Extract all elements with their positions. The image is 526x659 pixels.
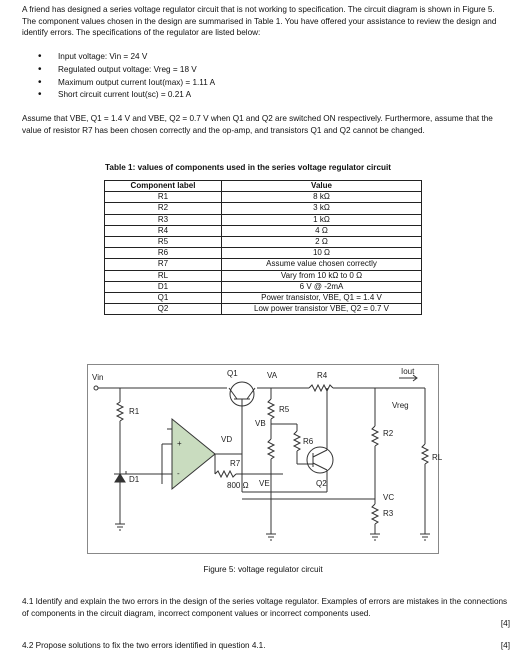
component-label: D1 — [105, 281, 222, 292]
component-label: RL — [105, 270, 222, 281]
table-row — [105, 237, 422, 248]
spec-item: • Input voltage: Vin = 24 V — [38, 51, 215, 64]
component-label: Q2 — [105, 304, 222, 315]
label-r7-value: 800 Ω — [227, 481, 249, 490]
table-row — [105, 281, 422, 292]
component-label: Q1 — [105, 293, 222, 304]
component-value: Vary from 10 kΩ to 0 Ω — [222, 270, 422, 281]
table-row — [105, 270, 422, 281]
component-value: 6 V @ -2mA — [222, 281, 422, 292]
column-header: Component label — [105, 181, 222, 192]
table-title: Table 1: values of components used in the series voltage regulator circuit — [105, 163, 392, 172]
label-iout: Iout — [401, 367, 415, 376]
spec-list — [38, 51, 215, 102]
component-label: R3 — [105, 214, 222, 225]
table-header-row — [105, 181, 422, 192]
table-row — [105, 304, 422, 315]
component-label: R6 — [105, 248, 222, 259]
spec-item: • Short circuit current Iout(sc) = 0.21 A — [38, 89, 215, 102]
table-row — [105, 259, 422, 270]
question-4-2-mark: [4] — [500, 641, 510, 650]
intro-paragraph: A friend has designed a series voltage regulator circuit that is not working to specification. The circuit diagram is shown in Figure 5. The component values chosen in the design are summarised in Table 1. You have offered your assistance to review the design and identify errors. The specifications of the regulator are listed below: — [22, 5, 497, 38]
label-va: VA — [267, 371, 278, 380]
component-value: 4 Ω — [222, 225, 422, 236]
component-value: 3 kΩ — [222, 203, 422, 214]
input-terminal — [94, 386, 98, 390]
component-value: 10 Ω — [222, 248, 422, 259]
label-vin: Vin — [92, 373, 104, 382]
spec-item: • Regulated output voltage: Vreg = 18 V — [38, 64, 215, 77]
label-ve: VE — [259, 479, 270, 488]
component-value: Assume value chosen correctly — [222, 259, 422, 270]
label-r5: R5 — [279, 405, 290, 414]
table-row — [105, 248, 422, 259]
component-label: R5 — [105, 237, 222, 248]
label-vreg: Vreg — [392, 401, 409, 410]
component-label: R2 — [105, 203, 222, 214]
assumption-paragraph: Assume that VBE, Q1 = 1.4 V and VBE, Q2 = 0.7 V when Q1 and Q2 are switched ON respectively. Furthermore, assume that the value of resistor R7 has been chosen correctly and the op-amp, and transistors Q1 and Q2 cannot be changed. — [22, 114, 493, 135]
component-value: 2 Ω — [222, 237, 422, 248]
label-plus: + — [177, 439, 182, 448]
component-value: 8 kΩ — [222, 192, 422, 203]
component-value: Power transistor, VBE, Q1 = 1.4 V — [222, 293, 422, 304]
component-label: R7 — [105, 259, 222, 270]
label-r2: R2 — [383, 429, 394, 438]
label-rl: RL — [432, 453, 443, 462]
component-label: R1 — [105, 192, 222, 203]
label-r3: R3 — [383, 509, 394, 518]
question-4-1: 4.1 Identify and explain the two errors in the design of the series voltage regulator. Examples of errors are mistakes in the connections of components in the circuit diagram, incorrect component values or incorrect components used. — [22, 597, 508, 618]
label-vc: VC — [383, 493, 395, 502]
table-row — [105, 293, 422, 304]
table-row — [105, 203, 422, 214]
label-r1: R1 — [129, 407, 140, 416]
circuit-diagram — [87, 364, 443, 554]
label-vb: VB — [255, 419, 266, 428]
label-q2: Q2 — [316, 479, 327, 488]
question-4-2: 4.2 Propose solutions to fix the two errors identified in question 4.1. — [22, 641, 266, 650]
component-value: 1 kΩ — [222, 214, 422, 225]
component-label: R4 — [105, 225, 222, 236]
label-r7: R7 — [230, 459, 241, 468]
label-vd: VD — [221, 435, 233, 444]
label-r6: R6 — [303, 437, 314, 446]
label-q1: Q1 — [227, 369, 238, 378]
question-4-1-mark: [4] — [500, 619, 510, 628]
table-row — [105, 225, 422, 236]
table-row — [105, 214, 422, 225]
label-d1: D1 — [129, 475, 140, 484]
figure-caption: Figure 5: voltage regulator circuit — [203, 565, 323, 574]
label-minus: - — [177, 469, 180, 478]
label-r4: R4 — [317, 371, 328, 380]
spec-item: • Maximum output current Iout(max) = 1.11 A — [38, 77, 215, 90]
component-table — [104, 180, 422, 315]
column-header: Value — [222, 181, 422, 192]
component-value: Low power transistor VBE, Q2 = 0.7 V — [222, 304, 422, 315]
table-row — [105, 192, 422, 203]
diagram-frame — [88, 365, 439, 554]
